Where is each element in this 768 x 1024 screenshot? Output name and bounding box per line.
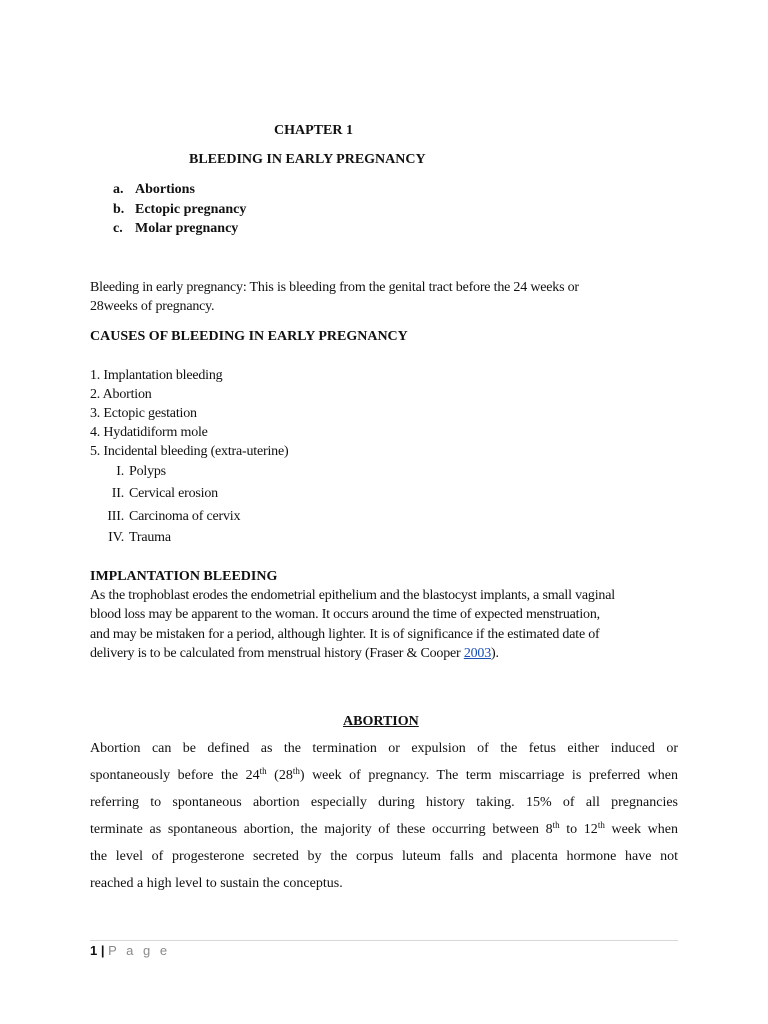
topic-item	[113, 202, 246, 218]
abortion-line: reached a high level to sustain the conceptus.	[90, 876, 343, 891]
superscript: th	[597, 820, 605, 830]
implantation-line: As the trophoblast erodes the endometrial epithelium and the blastocyst implants, a small vaginal	[90, 588, 615, 603]
superscript: th	[552, 820, 560, 830]
page-word: P a g e	[108, 943, 171, 958]
topic-label: Ectopic pregnancy	[135, 202, 247, 217]
abortion-heading: ABORTION	[343, 714, 419, 729]
footer-divider	[90, 940, 678, 941]
sub-cause-item	[106, 464, 166, 480]
cause-item: 3. Ectopic gestation	[90, 406, 197, 421]
implantation-line: blood loss may be apparent to the woman. It occurs around the time of expected menstruation,	[90, 607, 600, 622]
sub-cause-numeral: IV.	[108, 530, 124, 545]
cause-item: 1. Implantation bleeding	[90, 368, 223, 383]
topic-marker: b.	[113, 202, 125, 217]
definition-line: Bleeding in early pregnancy: This is bleeding from the genital tract before the 24 weeks or	[90, 280, 579, 295]
abortion-line	[90, 816, 678, 843]
abortion-text: (28	[266, 768, 293, 783]
abortion-line: referring to spontaneous abortion especially during history taking. 15% of all pregnancies	[90, 795, 678, 810]
sub-cause-item	[106, 530, 171, 546]
sub-cause-label: Polyps	[129, 464, 166, 479]
abortion-text: ) week of pregnancy. The term miscarriage is preferred when	[299, 768, 678, 783]
superscript: th	[259, 766, 267, 776]
abortion-line	[90, 762, 678, 789]
abortion-text: terminate as spontaneous abortion, the majority of these occurring between 8	[90, 822, 553, 837]
page-footer	[90, 943, 170, 958]
topic-item	[113, 221, 238, 237]
causes-heading: CAUSES OF BLEEDING IN EARLY PREGNANCY	[90, 329, 408, 344]
implantation-line	[90, 646, 499, 662]
topic-marker: c.	[113, 221, 123, 236]
abortion-text: spontaneously before the 24	[90, 768, 260, 783]
sub-cause-numeral: II.	[111, 486, 124, 501]
citation-text: delivery is to be calculated from menstrual history (Fraser & Cooper	[90, 646, 464, 661]
sub-cause-label: Cervical erosion	[129, 486, 218, 501]
cause-item: 2. Abortion	[90, 387, 152, 402]
chapter-title: BLEEDING IN EARLY PREGNANCY	[189, 152, 426, 167]
citation-year-link[interactable]: 2003	[463, 646, 492, 661]
abortion-paragraph	[90, 735, 678, 897]
citation-close: ).	[491, 646, 499, 661]
superscript: th	[292, 766, 300, 776]
abortion-line: the level of progesterone secreted by the corpus luteum falls and placenta hormone have not	[90, 849, 678, 864]
sub-cause-item	[106, 486, 218, 502]
abortion-line: Abortion can be defined as the termination or expulsion of the fetus either induced or	[90, 741, 678, 756]
sub-cause-label: Carcinoma of cervix	[129, 509, 241, 524]
sub-cause-item	[106, 509, 240, 525]
abortion-text: to 12	[559, 822, 598, 837]
sub-cause-numeral: I.	[116, 464, 124, 479]
implantation-line: and may be mistaken for a period, although lighter. It is of significance if the estimated date of	[90, 627, 600, 642]
topic-item	[113, 182, 195, 198]
cause-item: 4. Hydatidiform mole	[90, 425, 208, 440]
topic-label: Molar pregnancy	[135, 221, 239, 236]
sub-cause-numeral: III.	[107, 509, 124, 524]
abortion-text: week when	[604, 822, 678, 837]
page-number: 1	[90, 943, 98, 958]
topic-label: Abortions	[135, 182, 195, 197]
sub-cause-label: Trauma	[129, 530, 171, 545]
footer-separator: |	[100, 943, 105, 958]
cause-item: 5. Incidental bleeding (extra-uterine)	[90, 444, 289, 459]
topic-marker: a.	[113, 182, 124, 197]
definition-line: 28weeks of pregnancy.	[90, 299, 215, 314]
chapter-number: CHAPTER 1	[274, 123, 353, 138]
implantation-heading: IMPLANTATION BLEEDING	[90, 569, 278, 584]
